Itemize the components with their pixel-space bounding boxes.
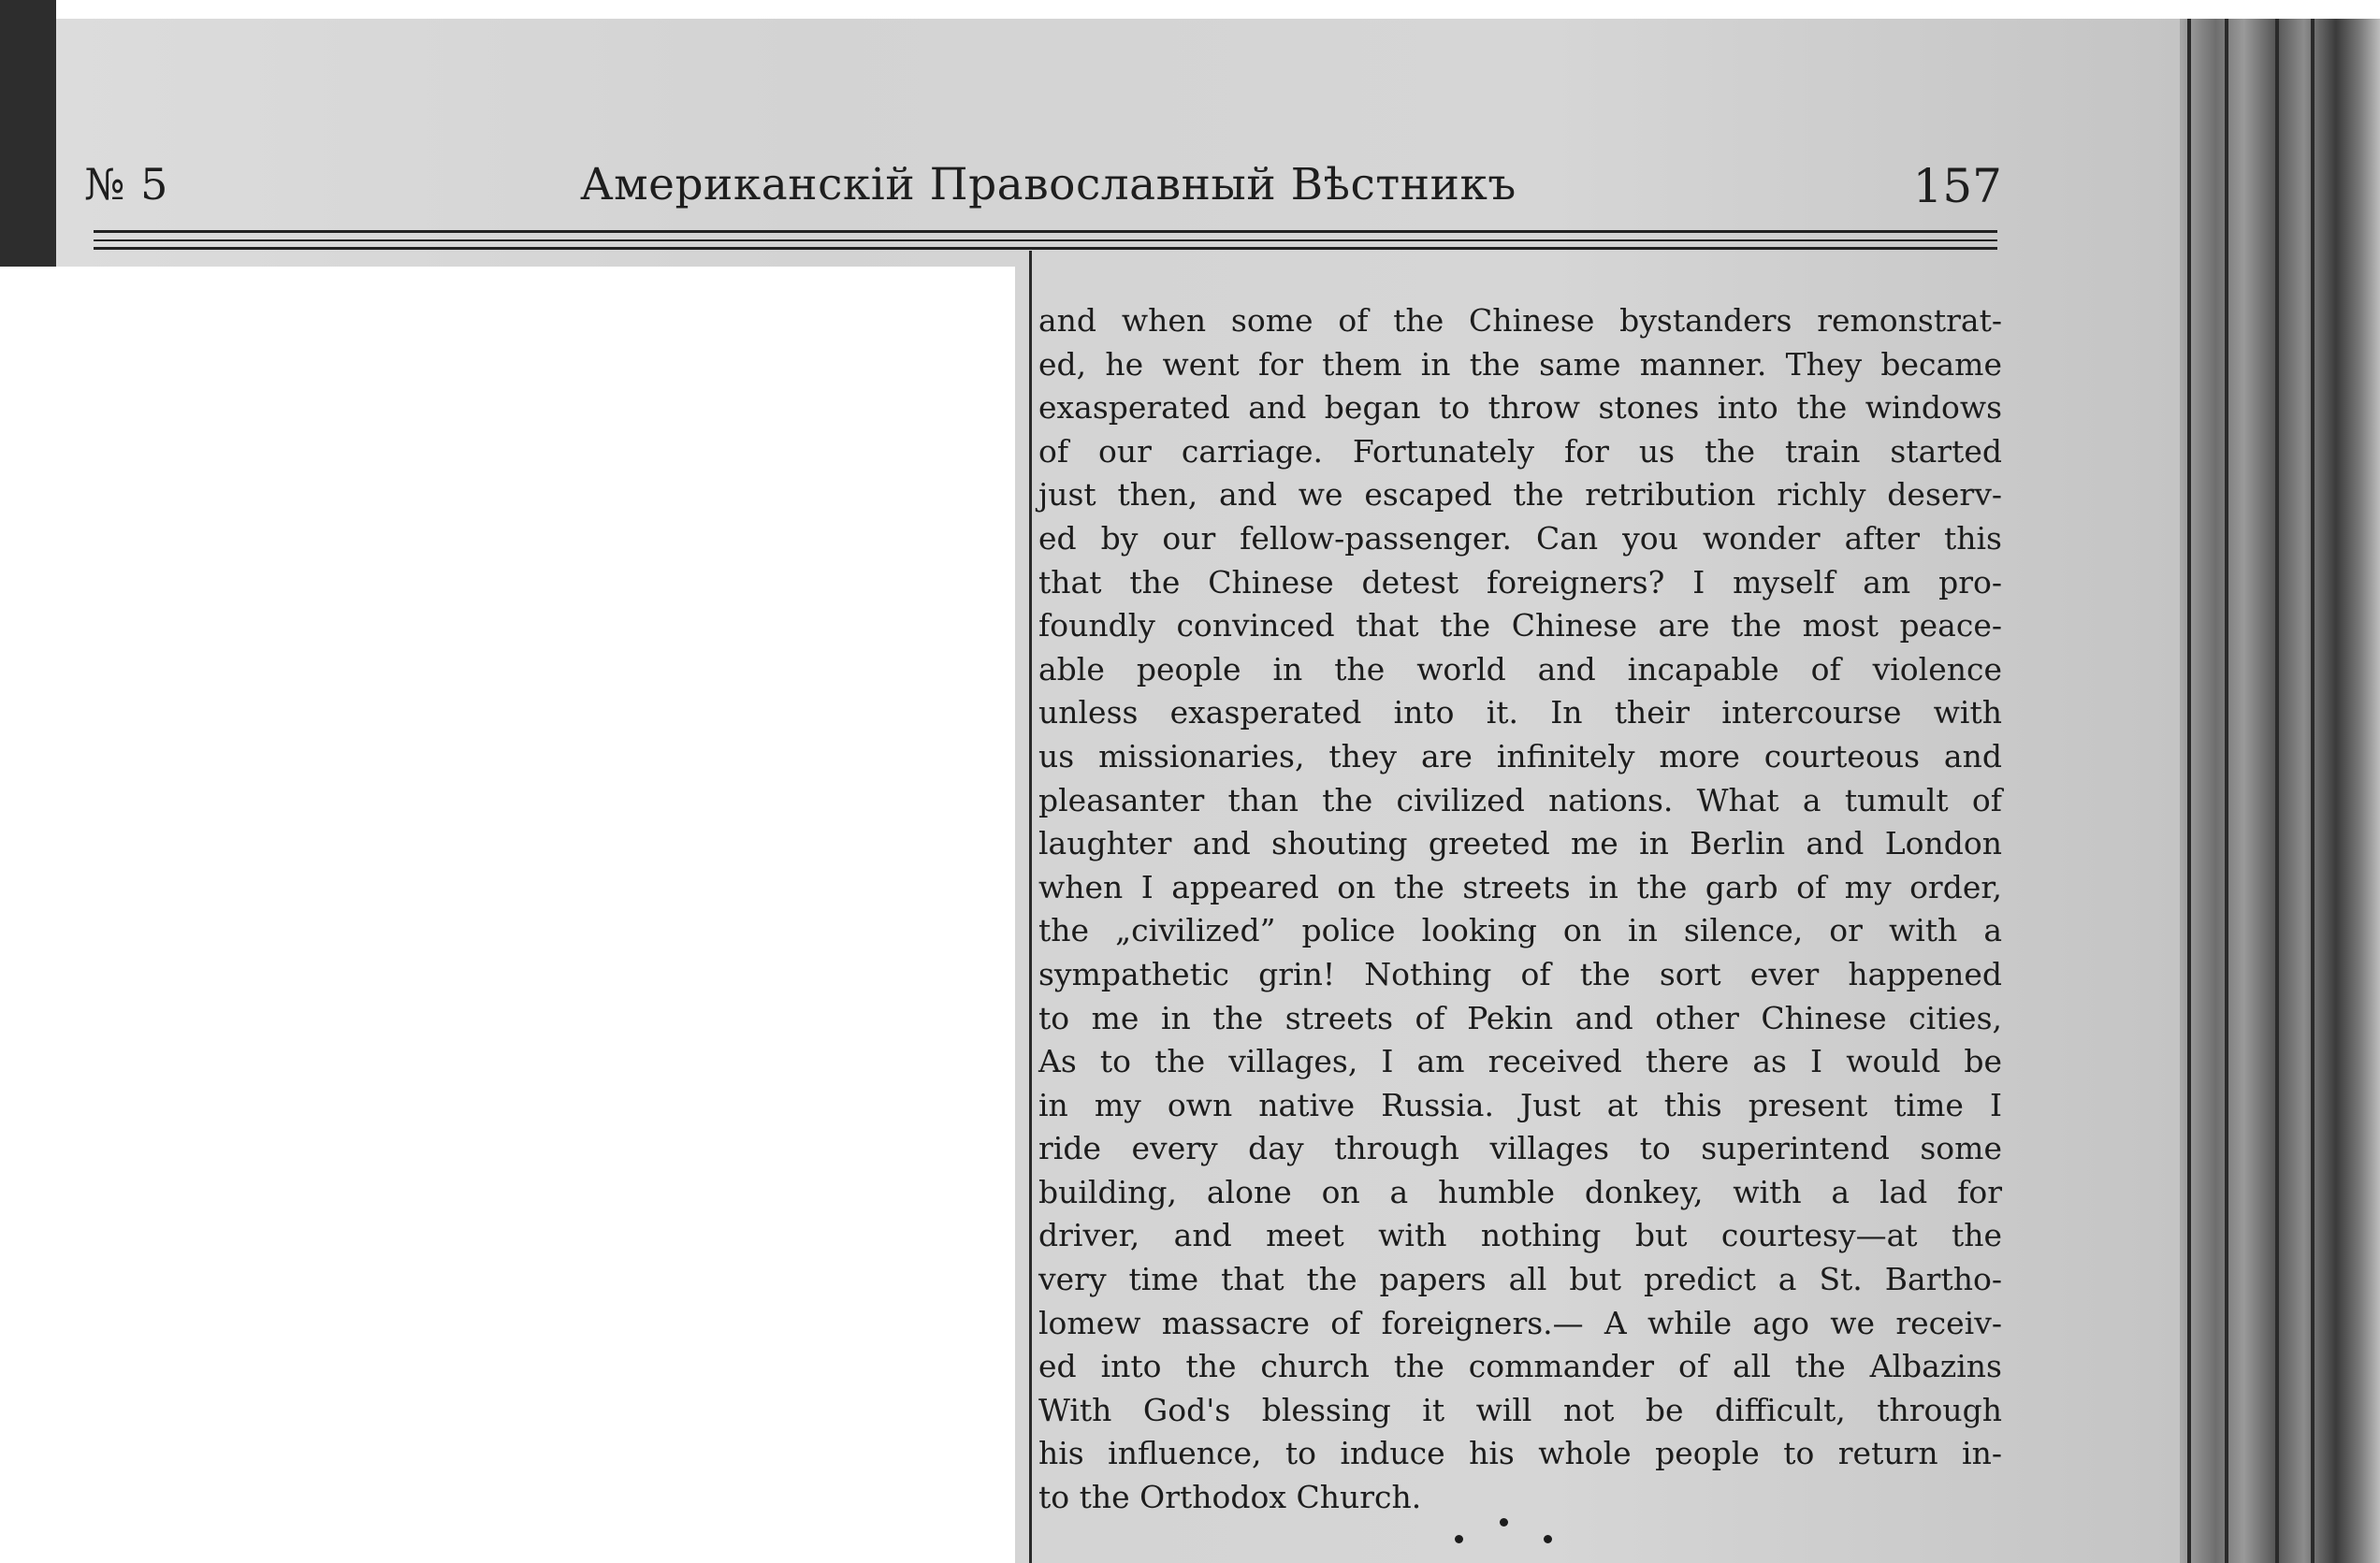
blank-region bbox=[0, 267, 1015, 1563]
text-line: ed by our fellow-passenger. Can you wonder after this bbox=[1038, 519, 2002, 557]
ornament-dot bbox=[1544, 1535, 1552, 1543]
text-line: us missionaries, they are infinitely more courteous and bbox=[1038, 737, 2002, 774]
section-break-dots bbox=[1441, 1511, 1553, 1548]
ornament-dot bbox=[1500, 1518, 1508, 1527]
text-line: his influence, to induce his whole people to return in- bbox=[1038, 1435, 2002, 1472]
text-line: laughter and shouting greeted me in Berlin and London bbox=[1038, 825, 2002, 862]
text-line: With God's blessing it will not be difficult, through bbox=[1038, 1391, 2002, 1428]
article-text-column bbox=[1038, 299, 2002, 1520]
text-line: to the Orthodox Church. bbox=[1038, 1479, 1422, 1516]
column-divider bbox=[1029, 251, 1032, 1563]
header-rule bbox=[94, 230, 1997, 233]
header-rule bbox=[94, 239, 1997, 241]
text-line: just then, and we escaped the retribution richly deserv- bbox=[1038, 476, 2002, 514]
text-line: able people in the world and incapable of violence bbox=[1038, 650, 2002, 687]
text-line: of our carriage. Fortunately for us the train started bbox=[1038, 432, 2002, 470]
text-line: As to the villages, I am received there as I would be bbox=[1038, 1043, 2002, 1080]
page-edge-line bbox=[2225, 19, 2228, 1563]
header-rule bbox=[94, 247, 1997, 250]
text-line: when I appeared on the streets in the garb of my order, bbox=[1038, 868, 2002, 905]
text-line: sympathetic grin! Nothing of the sort ever happened bbox=[1038, 955, 2002, 992]
ornament-dot bbox=[1455, 1535, 1463, 1543]
text-line: ride every day through villages to superintend some bbox=[1038, 1130, 2002, 1167]
text-line: the „civilized” police looking on in silence, or with a bbox=[1038, 912, 2002, 949]
text-line: that the Chinese detest foreigners? I myself am pro- bbox=[1038, 563, 2002, 601]
running-header bbox=[84, 159, 2002, 234]
text-line: and when some of the Chinese bystanders remonstrat- bbox=[1038, 302, 2002, 339]
text-line: in my own native Russia. Just at this present time I bbox=[1038, 1086, 2002, 1123]
book-page-edges bbox=[2180, 19, 2380, 1563]
issue-number: № 5 bbox=[84, 159, 169, 210]
text-line: lomew massacre of foreigners.— A while ago we receiv- bbox=[1038, 1304, 2002, 1341]
page-edge-line bbox=[2311, 19, 2315, 1563]
text-line: unless exasperated into it. In their intercourse with bbox=[1038, 694, 2002, 731]
text-line: ed into the church the commander of all the Albazins bbox=[1038, 1348, 2002, 1385]
text-line: driver, and meet with nothing but courtesy—at the bbox=[1038, 1217, 2002, 1254]
journal-title: Американскій Православный Вѣстникъ bbox=[580, 159, 1517, 210]
page-number: 157 bbox=[1912, 159, 2002, 213]
text-line: pleasanter than the civilized nations. What a tumult of bbox=[1038, 781, 2002, 818]
page-edge-line bbox=[2187, 19, 2191, 1563]
text-line: to me in the streets of Pekin and other Chinese cities, bbox=[1038, 999, 2002, 1036]
text-line: building, alone on a humble donkey, with a lad for bbox=[1038, 1173, 2002, 1210]
text-line: very time that the papers all but predict a St. Bartho- bbox=[1038, 1261, 2002, 1298]
page-edge-line bbox=[2275, 19, 2279, 1563]
text-line: ed, he went for them in the same manner. They became bbox=[1038, 345, 2002, 383]
text-line: foundly convinced that the Chinese are the most peace- bbox=[1038, 607, 2002, 644]
text-line: exasperated and began to throw stones into the windows bbox=[1038, 389, 2002, 427]
